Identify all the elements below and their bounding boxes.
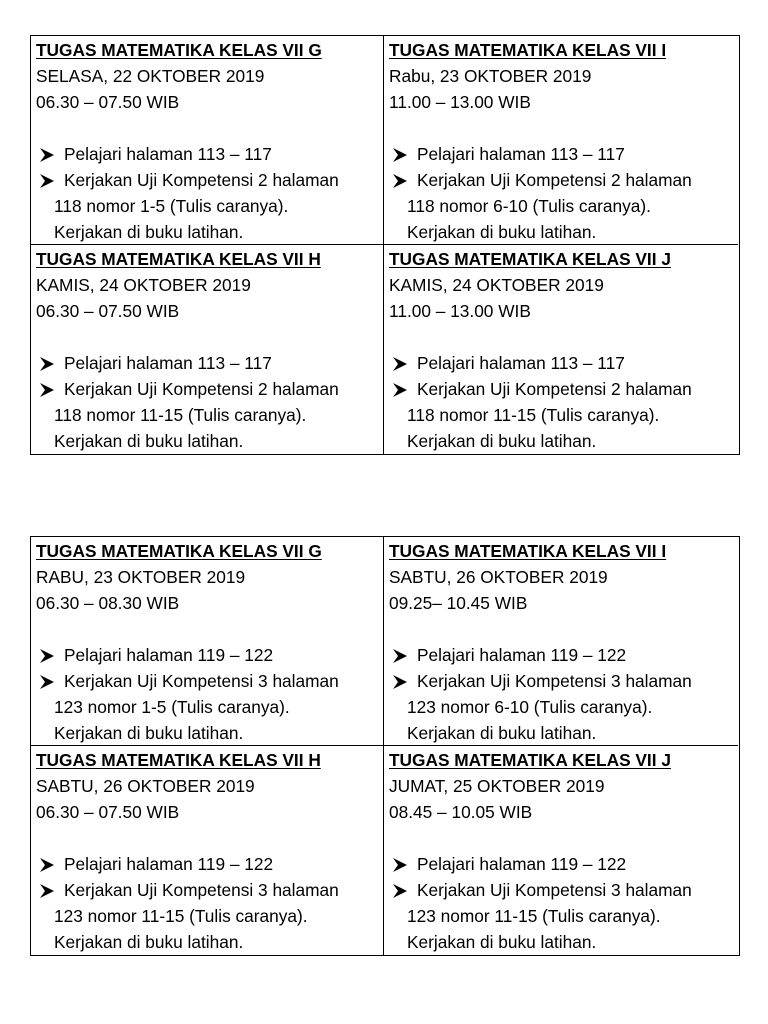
arrow-bullet-icon <box>393 858 407 872</box>
task-study-pages: Pelajari halaman 119 – 122 <box>389 642 734 668</box>
assignment-date: SABTU, 26 OKTOBER 2019 <box>36 776 255 796</box>
assignment-time: 11.00 – 13.00 WIB <box>389 301 531 321</box>
assignment-card-top-c <box>31 245 384 454</box>
task-study-pages: Pelajari halaman 119 – 122 <box>36 642 379 668</box>
task-exercise-detail: 118 nomor 11-15 (Tulis caranya). <box>54 405 307 425</box>
assignment-title: TUGAS MATEMATIKA KELAS VII G <box>36 40 322 60</box>
assignment-time: 09.25– 10.45 WIB <box>389 593 528 613</box>
assignment-card-top-b <box>384 36 738 245</box>
assignment-time: 06.30 – 07.50 WIB <box>36 301 180 321</box>
assignment-card-top-d <box>384 245 738 454</box>
task-study-pages: Pelajari halaman 113 – 117 <box>36 141 379 167</box>
arrow-bullet-icon <box>40 649 54 663</box>
arrow-bullet-icon <box>393 649 407 663</box>
assignment-table-week-2 <box>30 536 740 956</box>
assignment-time: 06.30 – 07.50 WIB <box>36 802 180 822</box>
task-exercise: Kerjakan Uji Kompetensi 3 halaman <box>389 668 734 694</box>
assignment-date: Rabu, 23 OKTOBER 2019 <box>389 66 592 86</box>
assignment-time: 06.30 – 07.50 WIB <box>36 92 180 112</box>
assignment-title: TUGAS MATEMATIKA KELAS VII I <box>389 40 667 60</box>
arrow-bullet-icon <box>40 675 54 689</box>
task-exercise-detail: 118 nomor 11-15 (Tulis caranya). <box>407 405 660 425</box>
assignment-time: 08.45 – 10.05 WIB <box>389 802 533 822</box>
task-exercise: Kerjakan Uji Kompetensi 3 halaman <box>36 668 379 694</box>
task-exercise-detail: 118 nomor 1-5 (Tulis caranya). <box>54 196 289 216</box>
assignment-date: SABTU, 26 OKTOBER 2019 <box>389 567 608 587</box>
assignment-title: TUGAS MATEMATIKA KELAS VII J <box>389 249 671 269</box>
assignment-time: 11.00 – 13.00 WIB <box>389 92 531 112</box>
assignment-card-bottom-d <box>384 746 738 955</box>
task-exercise-note: Kerjakan di buku latihan. <box>407 932 597 952</box>
assignment-card-bottom-b <box>384 537 738 746</box>
arrow-bullet-icon <box>393 884 407 898</box>
arrow-bullet-icon <box>40 357 54 371</box>
arrow-bullet-icon <box>40 858 54 872</box>
assignment-card-bottom-c <box>31 746 384 955</box>
task-exercise-detail: 123 nomor 11-15 (Tulis caranya). <box>407 906 661 926</box>
task-exercise-detail: 123 nomor 1-5 (Tulis caranya). <box>54 697 290 717</box>
assignment-date: SELASA, 22 OKTOBER 2019 <box>36 66 265 86</box>
task-study-pages: Pelajari halaman 119 – 122 <box>36 851 379 877</box>
task-exercise-note: Kerjakan di buku latihan. <box>407 431 597 451</box>
assignment-title: TUGAS MATEMATIKA KELAS VII I <box>389 541 667 561</box>
assignment-date: KAMIS, 24 OKTOBER 2019 <box>36 275 251 295</box>
task-study-pages: Pelajari halaman 113 – 117 <box>36 350 379 376</box>
task-exercise-note: Kerjakan di buku latihan. <box>407 723 597 743</box>
task-study-pages: Pelajari halaman 119 – 122 <box>389 851 734 877</box>
task-exercise-note: Kerjakan di buku latihan. <box>54 932 244 952</box>
task-study-pages: Pelajari halaman 113 – 117 <box>389 350 734 376</box>
arrow-bullet-icon <box>393 148 407 162</box>
task-exercise: Kerjakan Uji Kompetensi 2 halaman <box>389 376 734 402</box>
arrow-bullet-icon <box>393 383 407 397</box>
arrow-bullet-icon <box>40 884 54 898</box>
assignment-title: TUGAS MATEMATIKA KELAS VII H <box>36 750 321 770</box>
assignment-card-bottom-a <box>31 537 384 746</box>
task-exercise: Kerjakan Uji Kompetensi 2 halaman <box>36 376 379 402</box>
assignment-title: TUGAS MATEMATIKA KELAS VII J <box>389 750 671 770</box>
task-study-pages: Pelajari halaman 113 – 117 <box>389 141 734 167</box>
arrow-bullet-icon <box>393 174 407 188</box>
task-exercise: Kerjakan Uji Kompetensi 2 halaman <box>389 167 734 193</box>
assignment-date: RABU, 23 OKTOBER 2019 <box>36 567 246 587</box>
task-exercise-note: Kerjakan di buku latihan. <box>54 723 244 743</box>
task-exercise-detail: 118 nomor 6-10 (Tulis caranya). <box>407 196 651 216</box>
arrow-bullet-icon <box>40 174 54 188</box>
task-exercise-detail: 123 nomor 11-15 (Tulis caranya). <box>54 906 308 926</box>
task-exercise-note: Kerjakan di buku latihan. <box>54 431 244 451</box>
task-exercise: Kerjakan Uji Kompetensi 2 halaman <box>36 167 379 193</box>
assignment-card-top-a <box>31 36 384 245</box>
assignment-date: KAMIS, 24 OKTOBER 2019 <box>389 275 604 295</box>
assignment-title: TUGAS MATEMATIKA KELAS VII H <box>36 249 321 269</box>
arrow-bullet-icon <box>393 675 407 689</box>
task-exercise-note: Kerjakan di buku latihan. <box>54 222 244 242</box>
task-exercise: Kerjakan Uji Kompetensi 3 halaman <box>36 877 379 903</box>
task-exercise: Kerjakan Uji Kompetensi 3 halaman <box>389 877 734 903</box>
assignment-title: TUGAS MATEMATIKA KELAS VII G <box>36 541 322 561</box>
task-exercise-note: Kerjakan di buku latihan. <box>407 222 597 242</box>
task-exercise-detail: 123 nomor 6-10 (Tulis caranya). <box>407 697 653 717</box>
arrow-bullet-icon <box>393 357 407 371</box>
arrow-bullet-icon <box>40 383 54 397</box>
assignment-table-week-1 <box>30 35 740 455</box>
assignment-date: JUMAT, 25 OKTOBER 2019 <box>389 776 605 796</box>
assignment-time: 06.30 – 08.30 WIB <box>36 593 180 613</box>
arrow-bullet-icon <box>40 148 54 162</box>
